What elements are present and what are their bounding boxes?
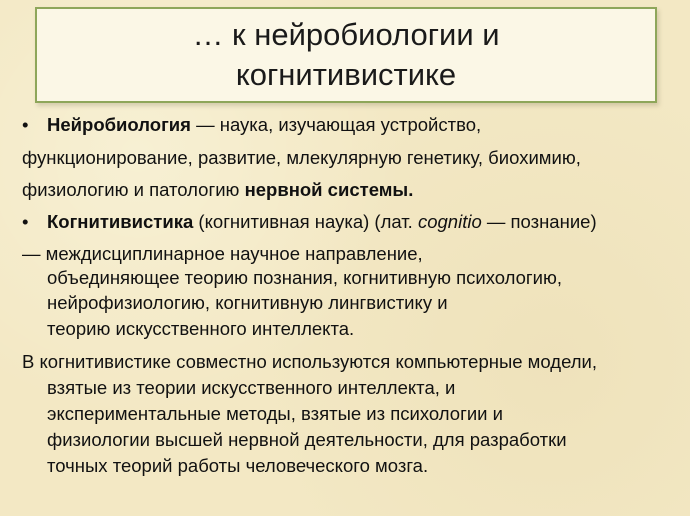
item1-line1 (22, 113, 481, 137)
bullet-icon: • (22, 114, 29, 135)
paragraph-line3: экспериментальные методы, взятые из психологии и (47, 403, 503, 424)
paragraph-line1: В когнитивистике совместно используются компьютерные модели, (22, 351, 598, 372)
slide-title-box (35, 7, 657, 103)
slide-title-line2: когнитивистике (235, 57, 457, 92)
item2-line1 (22, 210, 597, 234)
item2-line5: теорию искусственного интеллекта. (47, 318, 355, 339)
item2-line4: нейрофизиологию, когнитивную лингвистику и (47, 292, 448, 313)
slide-title (192, 15, 499, 95)
slide-title-line1: … к нейробиологии и (192, 17, 500, 52)
term-nervous-system: нервной системы. (244, 179, 414, 200)
term-cognitive-science: Когнитивистика (47, 211, 194, 232)
paragraph-line5: точных теорий работы человеческого мозга. (47, 455, 429, 476)
item1-line2: функционирование, развитие, млекулярную генетику, биохимию, (22, 147, 581, 168)
bullet-icon: • (22, 211, 29, 232)
item1-line3-text: физиологию и патологию (22, 179, 245, 200)
item1-line3 (22, 178, 413, 202)
item2-paren: (когнитивная наука) (лат. (193, 211, 418, 232)
item2-line3: объединяющее теорию познания, когнитивную психологию, (47, 267, 563, 288)
item2-line2: — междисциплинарное научное направление, (22, 243, 423, 264)
paragraph-line2: взятые из теории искусственного интеллекта, и (47, 377, 456, 398)
latin-term: cognitio (417, 211, 482, 232)
item1-definition: — наука, изучающая устройство, (190, 114, 482, 135)
paragraph-line4: физиологии высшей нервной деятельности, для разработки (47, 429, 567, 450)
term-neurobiology: Нейробиология (47, 114, 191, 135)
item2-meaning: — познание) (481, 211, 597, 232)
